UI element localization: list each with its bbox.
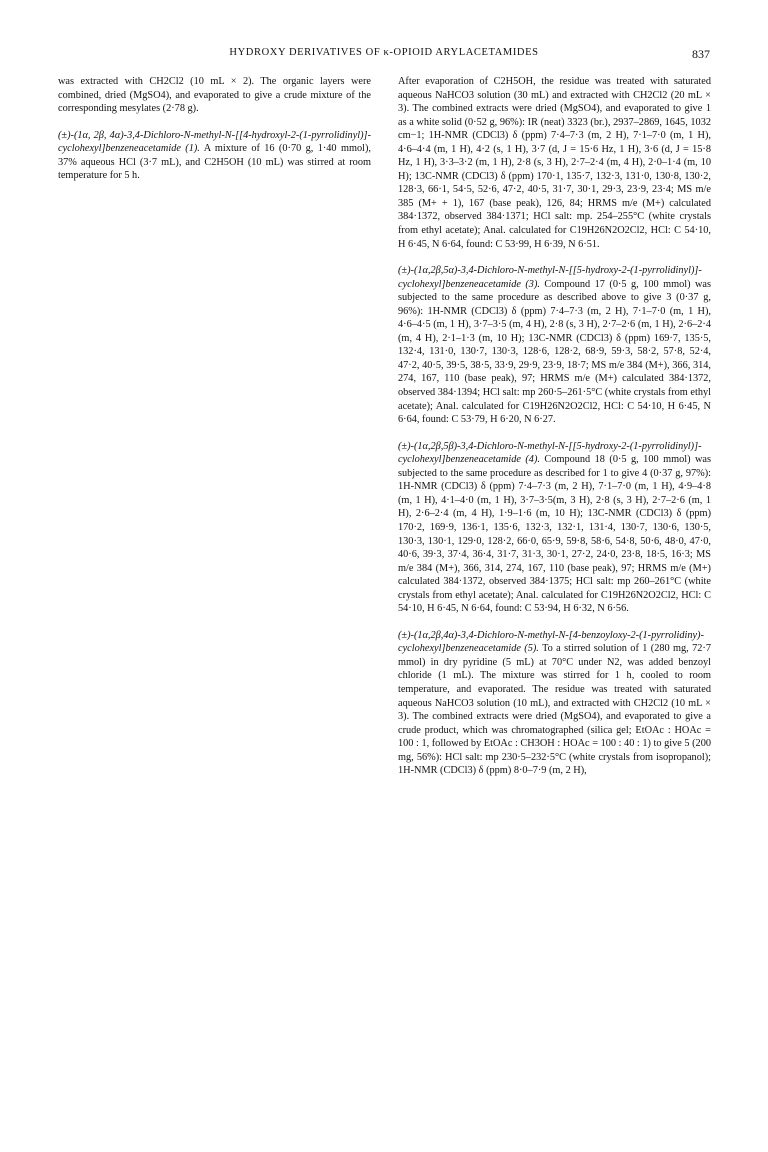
- section-paragraph: [398, 440, 711, 616]
- section-title: (±)-(1α,2β,5α)-3,4-Dichloro-N-methyl-N-[[5-hydroxy-2-(1-pyrrolidinyl)]-cyclohexyl]benzeneacetamide (3).: [398, 265, 702, 290]
- section-paragraph: [398, 629, 711, 778]
- right-column: [398, 75, 711, 778]
- paragraph: After evaporation of C2H5OH, the residue was treated with saturated aqueous NaHCO3 solution (30 mL) and extracted with CH2Cl2 (20 mL × 3). The combined extracts were dried (MgSO4), and evaporated to give 1 as a white solid (0·52 g, 96%): IR (neat) 3323 (br.), 2937–2869, 1645, 1032 cm−1; 1H-NMR (CDCl3) δ (ppm) 7·4–7·3 (m, 2 H), 7·1–7·0 (m, 1 H), 4·6–4·4 (m, 1 H), 4·2 (s, 1 H), 3·7 (d, J = 15·6 Hz, 1 H), 3·6 (d, J = 15·8 Hz, 1 H), 3·3–3·2 (m, 1 H), 2·8 (s, 3 H), 2·7–2·4 (m, 4 H), 2·0–1·4 (m, 10 H); 13C-NMR (CDCl3) δ (ppm) 170·1, 135·7, 132·3, 131·0, 130·8, 130·2, 128·3, 66·1, 54·5, 52·6, 47·2, 40·5, 31·7, 30·1, 29·3, 23·9, 23·4; MS m/e 385 (M+ + 1), 167 (base peak), 126, 84; HRMS m/e (M+) calculated 384·1372, observed 384·1371; HCl salt: mp. 254–255°C (white crystals from ethyl acetate); Anal. calculated for C19H26N2O2Cl2, HCl: C 54·10, H 6·45, N 6·64, found: C 53·99, H 6·39, N 6·51.: [398, 76, 711, 250]
- paragraph: was extracted with CH2Cl2 (10 mL × 2). The organic layers were combined, dried (MgSO4), and evaporated to give a crude mixture of the corresponding mesylates (2·78 g).: [58, 76, 371, 115]
- section-title: (±)-(1α,2β,4α)-3,4-Dichloro-N-methyl-N-[4-benzoyloxy-2-(1-pyrrolidiny)-cyclohexyl]benzeneacetamide (5).: [398, 629, 704, 655]
- section-title: (±)-(1α, 2β, 4α)-3,4-Dichloro-N-methyl-N-[[4-hydroxyl-2-(1-pyrrolidinyl)]-cyclohexyl]benzeneacetamide (1).: [58, 129, 371, 155]
- section-body: A mixture of 16 (0·70 g, 1·40 mmol), 37% aqueous HCl (3·7 mL), and C2H5OH (10 mL) was stirred at room temperature for 5 h.: [58, 143, 371, 182]
- section-paragraph: [398, 264, 711, 427]
- page-number: 837: [692, 47, 710, 61]
- section-title: (±)-(1α,2β,5β)-3,4-Dichloro-N-methyl-N-[[5-hydroxy-2-(1-pyrrolidinyl)]-cyclohexyl]benzeneacetamide (4).: [398, 440, 702, 466]
- section-body: Compound 17 (0·5 g, 100 mmol) was subjected to the same procedure as described above to give 3 (0·37 g, 96%): 1H-NMR (CDCl3) δ (ppm) 7·4–7·3 (m, 2 H), 7·1–7·0 (m, 1 H), 4·6–4·5 (m, 1 H), 3·7–3·5 (m, 4 H), 2·8 (s, 3 H), 2·7–2·6 (m, 1 H), 2·6–2·4 (m, 4 H), 2·1–1·3 (m, 10 H); 13C-NMR (CDCl3) δ (ppm) 169·7, 135·5, 132·4, 131·0, 130·7, 130·3, 128·6, 128·2, 68·9, 59·3, 58·2, 57·8, 52·4, 47·2, 40·5, 39·5, 38·5, 33·9, 29·9, 23·9, 18·7; MS m/e 384 (M+), 366, 314, 274, 167, 110 (base peak), 97; HRMS m/e (M+) calculated 384·1372, observed 384·1394; HCl salt: mp 260·5–261·5°C (white crystals from ethyl acetate); Anal. calculated for C19H26N2O2Cl2, HCl: C 54·10, H 6·45, N 6·64, found: C 53·79, H 6·20, N 6·27.: [398, 278, 711, 426]
- section-body: Compound 18 (0·5 g, 100 mmol) was subjected to the same procedure as described for 1 to give 4 (0·37 g, 97%): 1H-NMR (CDCl3) δ (ppm) 7·4–7·3 (m, 2 H), 7·1–7·0 (m, 1 H), 4·9–4·8 (m, 1 H), 4·1–4·0 (m, 1 H), 3·7–3·5(m, 3 H), 2·8 (s, 3 H), 2·7–2·6 (m, 1 H), 2·6–2·4 (m, 4 H), 1·9–1·6 (m, 10 H); 13C-NMR (CDCl3) δ (ppm) 170·2, 169·9, 136·1, 135·6, 132·3, 132·1, 131·4, 130·7, 130·6, 130·5, 130·3, 130·1, 129·0, 128·2, 66·0, 65·9, 59·8, 58·6, 54·8, 50·6, 48·0, 47·0, 40·6, 39·3, 37·4, 36·4, 31·7, 31·3, 30·1, 27·2, 24·0, 23·8, 18·5, 16·3; MS m/e 384 (M+), 366, 314, 274, 167, 110 (base peak), 97; HRMS m/e (M+) calculated 384·1372, observed 384·1375; HCl salt: mp 260–261°C (white crystals from ethyl acetate); Anal. calculated for C19H26N2O2Cl2, HCl: C 54·10, H 6·45, N 6·64, found: C 53·94, H 6·32, N 6·56.: [398, 454, 711, 615]
- left-column: [58, 75, 371, 183]
- running-head: [58, 47, 710, 63]
- section-body: To a stirred solution of 1 (280 mg, 72·7 mmol) in dry pyridine (5 mL) at 70°C under N2, was added benzoyl chloride (1 mL). The mixture was stirred for 1 h, cooled to room temperature, and evaporated. The residue was treated with saturated aqueous NaHCO3 solution (10 mL), and extracted with CH2Cl2 (10 mL × 3). The combined extracts were dried (MgSO4), and evaporated to give a crude product, which was chromatographed (silica gel; EtOAc : HOAc = 100 : 1, followed by EtOAc : CH3OH : HOAc = 100 : 40 : 1) to give 5 (200 mg, 56%): HCl salt: mp 230·5–232·5°C (white crystals from isopropanol); 1H-NMR (CDCl3) δ (ppm) 8·0–7·9 (m, 2 H),: [398, 643, 711, 777]
- running-head-title: HYDROXY DERIVATIVES OF κ-OPIOID ARYLACETAMIDES: [229, 47, 539, 58]
- section-paragraph: [58, 129, 371, 183]
